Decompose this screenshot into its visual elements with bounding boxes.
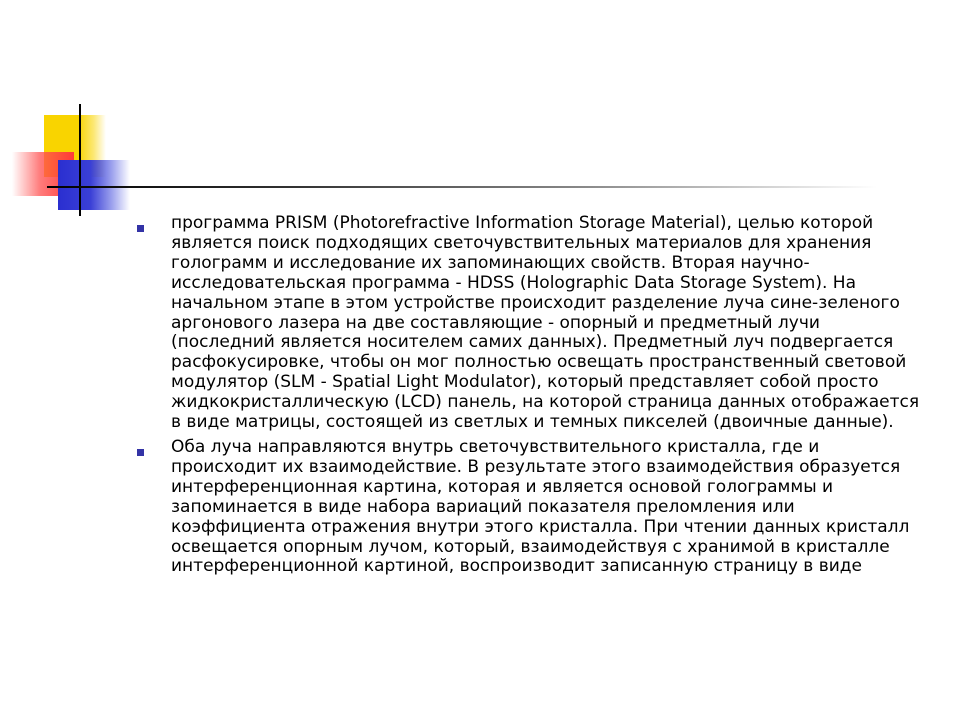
bullet-list <box>130 214 920 582</box>
square-bullet-icon <box>137 225 144 232</box>
square-bullet-icon <box>137 449 144 456</box>
title-divider-line <box>47 186 877 188</box>
bullet-text: Оба луча направляются внутрь светочувствительного кристалла, где и происходит их взаимодействие. В результате этого взаимодействия образуется интерференционная картина, которая и является основой голограммы и запоминается в виде набора вариаций показателя преломления или коэффициента отражения внутри этого кристалла. При чтении данных кристалл освещается опорным лучом, который, взаимодействуя с хранимой в кристалле интерференционной картиной, воспроизводит записанную страницу в виде <box>171 436 910 577</box>
bullet-item <box>130 438 920 577</box>
bullet-text: программа PRISM (Photorefractive Information Storage Material), целью которой является поиск подходящих светочувствительных материалов для хранения голограмм и исследование их запоминающих свойств. Вторая научно-исследовательская программа - HDSS (Holographic Data Storage System). На начальном этапе в этом устройстве происходит разделение луча сине-зеленого аргонового лазера на две составляющие - опорный и предметный лучи (последний является носителем самих данных). Предметный луч подвергается расфокусировке, чтобы он мог полностью освещать пространственный световой модулятор (SLM - Spatial Light Modulator), который представляет собой просто жидкокристаллическую (LCD) панель, на которой страница данных отображается в виде матрицы, состоящей из светлых и темных пикселей (двоичные данные). <box>171 213 920 433</box>
ornament-blue-square <box>58 160 130 210</box>
ornament-vertical-line <box>79 104 81 216</box>
bullet-item <box>130 214 920 433</box>
